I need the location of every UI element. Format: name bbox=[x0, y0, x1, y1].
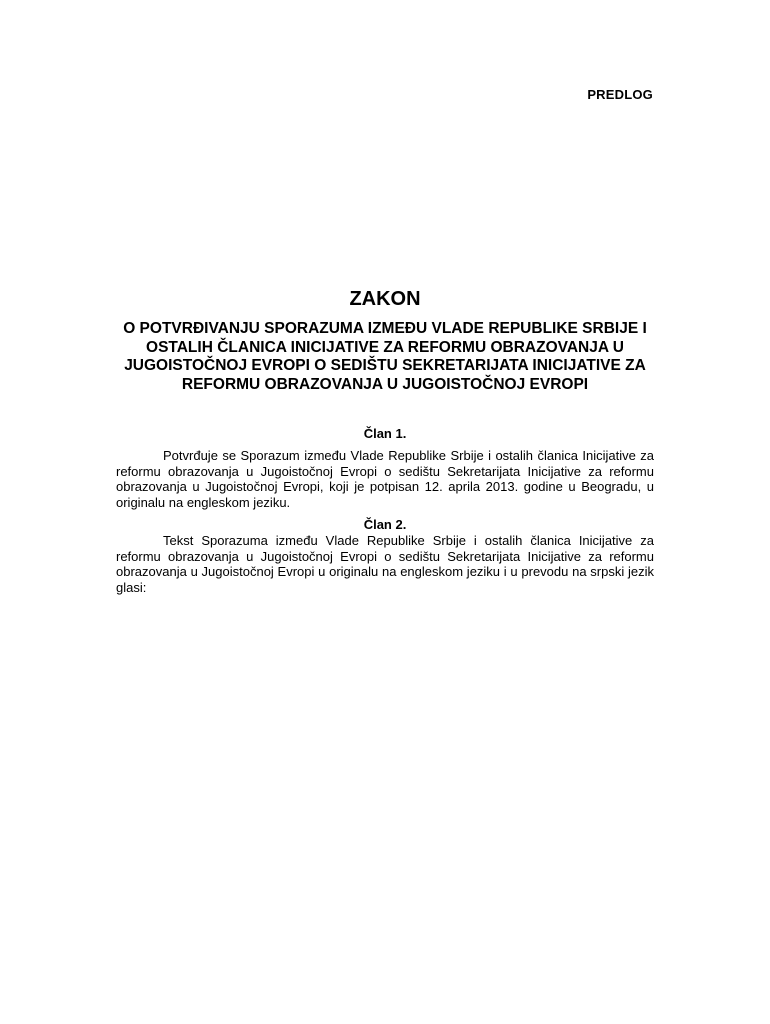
article-2-body: Tekst Sporazuma između Vlade Republike Srbije i ostalih članica Inicijative za reformu obrazovanja u Jugoistočnoj Evropi o sedištu Sekretarijata Inicijative za reformu obrazovanja u Jugoistočnoj Evropi u originalu na engleskom jeziku i u prevodu na srpski jezik glasi: bbox=[116, 533, 654, 595]
article-1-body: Potvrđuje se Sporazum između Vlade Republike Srbije i ostalih članica Inicijative za reformu obrazovanja u Jugoistočnoj Evropi o sedištu Sekretarijata Inicijative za reformu obrazovanja u Jugoistočnoj Evropi, koji je potpisan 12. aprila 2013. godine u Beogradu, u originalu na engleskom jeziku. bbox=[116, 448, 654, 510]
law-subtitle: O POTVRĐIVANJU SPORAZUMA IZMEĐU VLADE REPUBLIKE SRBIJE I OSTALIH ČLANICA INICIJATIVE ZA REFORMU OBRAZOVANJA U JUGOISTOČNOJ EVROPI O SEDIŠTU SEKRETARIJATA INICIJATIVE ZA REFORMU OBRAZOVANJA U JUGOISTOČNOJ EVROPI bbox=[123, 320, 647, 393]
article-2-heading: Član 2. bbox=[363, 517, 407, 532]
article-1-heading: Član 1. bbox=[363, 426, 407, 441]
law-title: ZAKON bbox=[349, 288, 421, 310]
document-status-label: PREDLOG bbox=[587, 87, 653, 102]
